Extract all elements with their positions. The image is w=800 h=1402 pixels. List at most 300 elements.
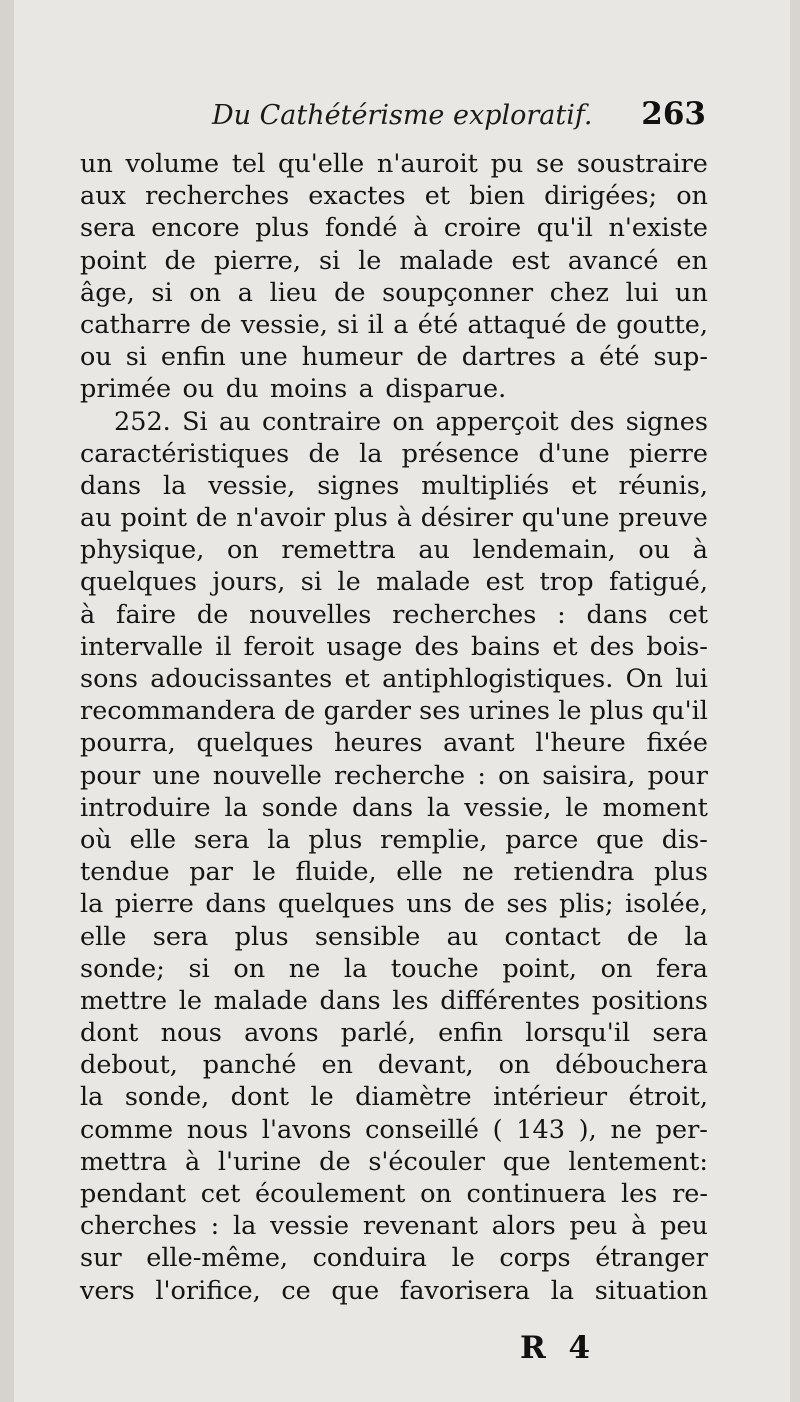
text-line [80,856,708,888]
word: pour [80,760,141,791]
word: nous [186,1114,249,1145]
word: à [396,503,412,534]
word: ou [80,342,112,373]
word: en [676,245,708,276]
text-line [80,245,708,277]
word: lieu [269,277,318,308]
text-line [80,406,708,438]
word: du [225,374,259,405]
text-line [80,631,708,663]
word: lui [625,277,659,308]
word: si [188,953,210,984]
word: sera [193,824,250,855]
word: que [596,824,644,855]
word: 252. [114,406,171,437]
word: quelques [80,567,197,598]
word: preuve [618,503,708,534]
word: été [417,309,459,340]
word: dans [586,599,648,630]
word: le [358,245,382,276]
word: remettra [281,535,396,566]
word: exactes [308,181,406,212]
word: est [485,567,525,598]
word: on [392,406,425,437]
word: étroit, [628,1082,708,1113]
word: point [80,245,147,276]
word: des [589,631,635,662]
word: dans [352,792,414,823]
word: corps [499,1243,571,1274]
word: sonde [261,792,339,823]
word: quelques [196,728,314,759]
word: si [300,567,323,598]
word: pourra, [80,728,176,759]
text-line [80,341,708,373]
word: l'avons [261,1114,352,1145]
word: de [283,696,316,727]
word: la [80,1082,104,1113]
word: débouchera [555,1050,708,1081]
word: situation [594,1275,708,1306]
word: la [684,921,708,952]
text-line [80,277,708,309]
word: sera [80,213,136,244]
word: mettre [80,985,168,1016]
text-line [80,727,708,759]
text-line [80,824,708,856]
text-line [80,212,708,244]
word: sonde; [80,953,165,984]
word: primée [80,374,172,405]
word: plus [589,696,644,727]
word: plus [255,213,310,244]
word: pendant [80,1179,187,1209]
word: on [233,953,266,984]
word: multipliés [421,470,550,501]
word: volume [125,149,220,179]
word: dartres [461,342,557,373]
word: la [224,792,248,823]
word: âge, [80,277,135,308]
word: pierre [628,438,708,469]
word: recherches [392,599,537,630]
paragraph-1 [80,148,708,406]
word: au [446,921,479,952]
word: disparue. [385,374,507,405]
word: ou [182,374,215,405]
word: tendue [80,857,170,888]
word: avancé [567,245,659,276]
word: de [463,889,495,920]
word: elle-même, [146,1243,289,1274]
word: vers [80,1275,135,1306]
word: intervalle [80,631,204,662]
word: on [226,535,259,566]
word: écoulement [255,1179,406,1209]
word: ce [281,1275,311,1306]
word: sons [80,664,138,694]
word: lentement: [568,1146,708,1177]
word: par [189,857,233,888]
word: uns [406,889,453,920]
word: parce [505,824,579,855]
word: d'une [538,438,610,469]
word: intérieur [493,1082,608,1113]
word: que [331,1275,380,1306]
word: présence [401,438,520,469]
word: devant, [377,1050,474,1081]
word: les [392,985,429,1016]
word: a [393,309,409,340]
word: cet [200,1179,241,1209]
word: adoucissantes [150,664,333,694]
word: n'existe [608,213,708,244]
word: différentes [440,985,581,1016]
word: dis- [661,824,708,855]
word: de [575,309,607,340]
body-text [80,148,708,1307]
word: enfin [438,1018,504,1049]
text-line [80,953,708,985]
word: faire [116,599,177,630]
word: moment [602,792,708,823]
word: signes [317,470,400,501]
word: fondé [324,213,398,244]
word: n'auroit [376,149,478,179]
word: étranger [595,1243,708,1274]
word: peu [660,1211,708,1242]
word: recherche [334,760,466,791]
word: des [569,406,615,437]
word: s'écouler [368,1146,485,1177]
word: dans [319,985,381,1016]
text-line [80,888,708,920]
word: parlé, [340,1018,416,1049]
word: des [414,631,459,662]
word: physique, [80,535,205,566]
text-line [80,1242,708,1274]
word: qu'elle [277,149,365,179]
word: heures [334,728,423,759]
word: n'avoir [236,503,325,534]
word: l'heure [535,728,626,759]
word: 143 [516,1114,565,1145]
word: la [162,470,187,501]
word: un [675,277,708,308]
word: humeur [301,342,403,373]
word: l'orifice, [155,1275,261,1306]
text-line [80,760,708,792]
word: soustraire [576,149,708,179]
word: et [424,181,451,212]
word: à [184,1146,201,1177]
running-title: Du Cathétérisme exploratif. [212,100,593,131]
word: attaqué [467,309,567,340]
word: point [120,503,188,534]
word: recommandera [80,696,276,727]
word: au [80,503,112,534]
text-line [80,1114,708,1146]
word: réunis, [618,470,708,501]
word: sup- [653,342,708,373]
word: lendemain, [472,535,616,566]
word: nouvelles [249,599,372,630]
word: de [626,921,659,952]
word: point, [502,953,577,984]
word: per- [655,1114,708,1145]
word: vessie, [240,309,328,340]
word: la [359,438,383,469]
text-line [80,663,708,695]
word: a [569,342,586,373]
word: de [319,1146,351,1177]
word: a [237,277,253,308]
word: touche [390,953,479,984]
word: mettra [80,1146,168,1177]
word: on [498,1050,531,1081]
word: peu [569,1211,618,1242]
word: se [536,149,565,179]
word: fera [656,953,708,984]
word: enfin [160,342,226,373]
word: au [418,535,450,566]
word: moins [269,374,348,405]
text-line [80,566,708,598]
word: trop [539,567,594,598]
word: si [318,245,341,276]
word: : [557,599,566,630]
word: et [344,664,370,694]
word: la [233,1211,257,1242]
text-line [80,1017,708,1049]
text-line [80,695,708,727]
word: pierre [114,889,194,920]
word: : [477,760,486,791]
word: ne [462,857,494,888]
word: le [178,985,202,1016]
text-line [80,1049,708,1081]
word: de [200,309,232,340]
word: recherches [145,181,290,212]
word: une [239,342,288,373]
text-line [80,792,708,824]
word: on [189,277,222,308]
word: encore [151,213,240,244]
word: alors [491,1211,556,1242]
word: antiphlogistiques. [382,664,614,694]
word: fixée [646,728,708,759]
signature-mark: R 4 [520,1330,597,1366]
text-line [80,1275,708,1307]
word: ne [610,1114,642,1145]
text-line [80,309,708,341]
word: pu [490,149,524,179]
word: nouvelle [212,760,322,791]
word: pierre, [213,245,301,276]
word: jours, [212,567,286,598]
word: usage [326,631,403,662]
word: plus [333,503,388,534]
word: au [219,406,251,437]
page-number: 263 [641,96,706,132]
word: plus [308,824,363,855]
word: diamètre [355,1082,472,1113]
word: On [625,664,663,694]
text-line [80,1210,708,1242]
word: conseillé [365,1114,479,1145]
word: de [195,503,228,534]
word: en [321,1050,353,1081]
word: quelques [277,889,395,920]
text-line [80,921,708,953]
word: de [164,245,196,276]
text-line [80,148,708,180]
word: sonde, [124,1082,210,1113]
word: isolée, [624,889,708,920]
word: l'urine [217,1146,302,1177]
word: dans [80,470,142,501]
word: urines [468,696,550,727]
word: plis; [559,889,614,920]
word: on [676,181,708,212]
text-line [80,534,708,566]
word: il [367,309,384,340]
word: bien [469,181,526,212]
word: on [420,1179,452,1209]
word: malade [213,985,308,1016]
word: la [427,792,451,823]
word: et [571,470,597,501]
word: caractéristiques [80,438,290,469]
word: sur [80,1243,122,1274]
word: avant [443,728,515,759]
word: plus [234,921,289,952]
word: dans [205,889,267,920]
word: de [308,438,340,469]
word: les [621,1179,658,1209]
word: qu'il [651,696,708,727]
word: dont [80,1018,139,1049]
word: : [210,1211,220,1242]
word: continuera [466,1179,607,1209]
word: de [196,599,229,630]
word: à [413,213,429,244]
word: debout, [80,1050,178,1081]
word: feroit [243,631,315,662]
word: retiendra [513,857,635,888]
word: la [267,824,291,855]
word: si [151,277,173,308]
word: si [125,342,147,373]
word: nous [160,1018,222,1049]
word: sera [152,921,209,952]
word: de [334,277,366,308]
word: ses [419,696,461,727]
word: le [337,567,361,598]
page-header [80,96,720,146]
text-line [80,373,708,405]
text-line [80,1178,708,1210]
word: panché [202,1050,297,1081]
word: bains [471,631,541,662]
word: contact [504,921,601,952]
word: à [631,1211,647,1242]
word: que [502,1146,551,1177]
text-line [80,599,708,631]
word: malade [399,245,494,276]
word: cet [668,599,708,630]
word: un [80,149,113,179]
word: elle [80,921,127,952]
word: à [692,535,708,566]
word: a [358,374,374,405]
word: fatigué, [608,567,708,598]
word: et [552,631,578,662]
word: goutte, [616,309,708,340]
text-line [80,1146,708,1178]
word: sera [652,1018,708,1049]
word: fluide, [295,857,377,888]
word: lorsqu'il [525,1018,631,1049]
text-line [80,438,708,470]
word: qu'une [521,503,610,534]
word: Si [182,406,208,437]
word: conduira [312,1243,427,1274]
word: re- [672,1179,708,1209]
word: si [337,309,359,340]
text-line [80,1081,708,1113]
word: été [599,342,640,373]
text-line [80,180,708,212]
word: on [498,760,530,791]
word: la [550,1275,575,1306]
word: positions [591,985,708,1016]
word: où [80,824,112,855]
word: le [451,1243,475,1274]
word: signes [625,406,708,437]
word: le [565,792,589,823]
word: ne [288,953,321,984]
word: croire [443,213,522,244]
word: elle [396,857,443,888]
word: est [511,245,550,276]
word: à [80,599,96,630]
word: dirigées; [544,181,658,212]
word: elle [129,824,177,855]
word: plus [654,857,708,888]
word: pour [647,760,708,791]
word: ( [492,1114,503,1145]
word: favorisera [399,1275,531,1306]
word: lui [675,664,708,694]
word: désirer [420,503,513,534]
word: ses [506,889,548,920]
word: comme [80,1114,174,1145]
paragraph-2 [80,406,708,1307]
word: malade [376,567,471,598]
word: contraire [261,406,382,437]
word: chez [549,277,609,308]
word: le [252,857,276,888]
word: le [558,696,582,727]
word: il [215,631,232,662]
word: tel [231,149,266,179]
word: une [152,760,201,791]
word: le [310,1082,334,1113]
word: vessie, [464,792,552,823]
word: remplie, [380,824,488,855]
word: dont [230,1082,290,1113]
